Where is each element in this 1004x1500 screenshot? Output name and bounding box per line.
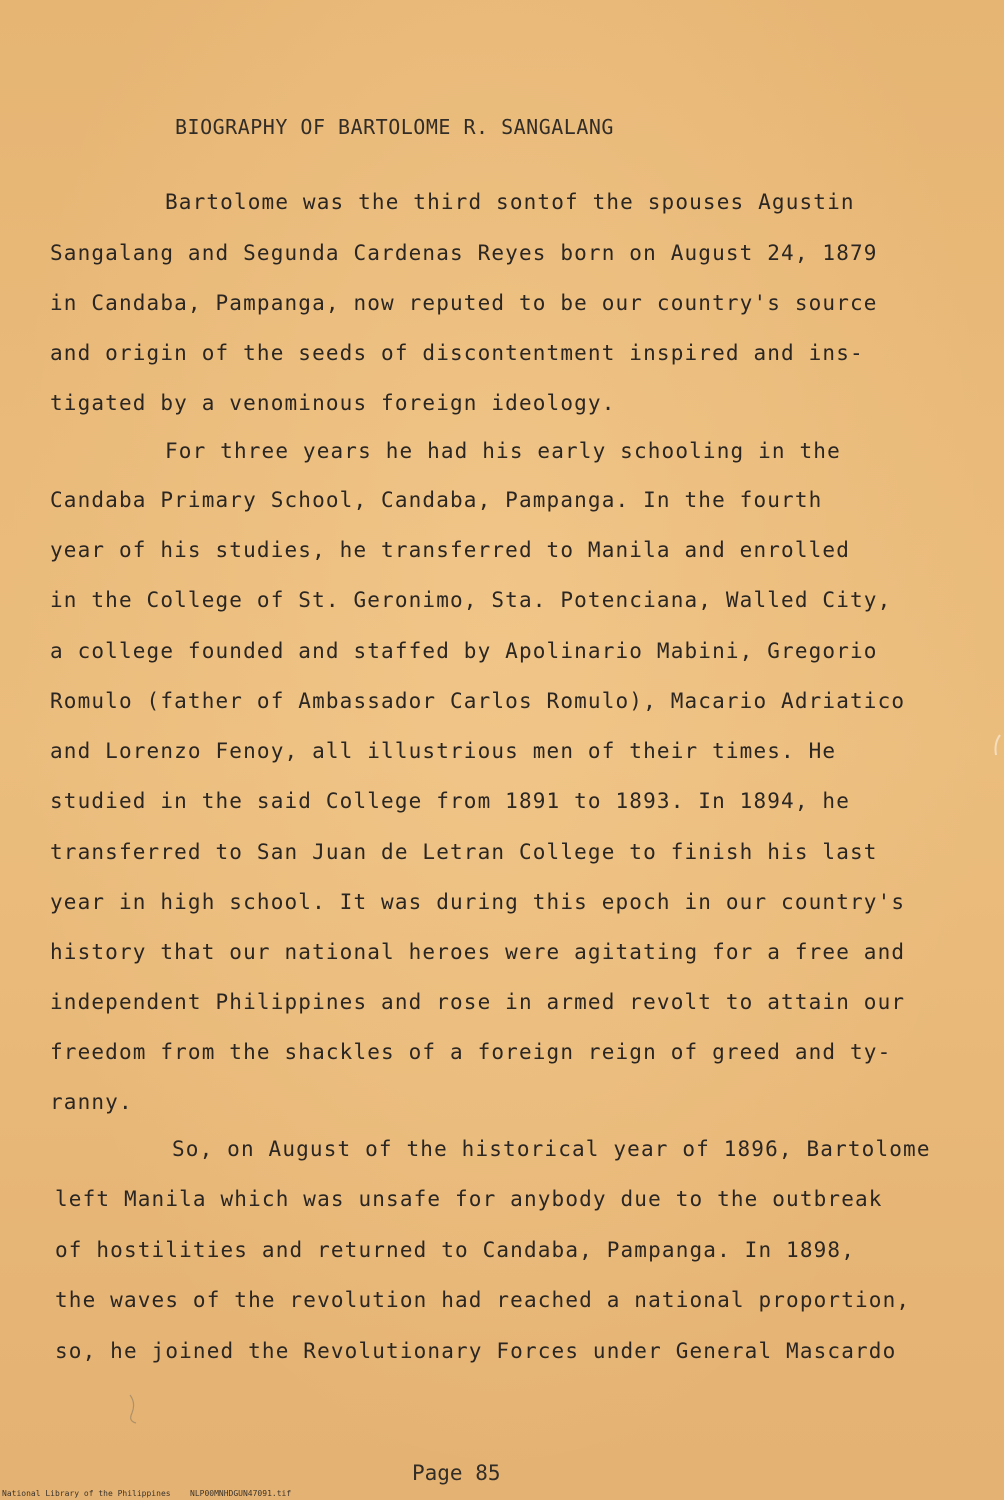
body-line: history that our national heroes were agitating for a free and [50, 940, 906, 964]
body-line: independent Philippines and rose in armed revolt to attain our [50, 990, 906, 1014]
body-line: the waves of the revolution had reached a national proportion, [55, 1288, 911, 1312]
body-line: studied in the said College from 1891 to 1893. In 1894, he [50, 789, 850, 813]
body-line: of hostilities and returned to Candaba, Pampanga. In 1898, [55, 1238, 855, 1262]
body-line: ranny. [50, 1090, 133, 1114]
body-line: year of his studies, he transferred to Manila and enrolled [50, 538, 850, 562]
body-line: transferred to San Juan de Letran College to finish his last [50, 840, 878, 864]
library-credit: National Library of the Philippines [2, 1489, 171, 1498]
body-line: year in high school. It was during this epoch in our country's [50, 890, 906, 914]
body-line: a college founded and staffed by Apolinario Mabini, Gregorio [50, 639, 878, 663]
pencil-mark [130, 1395, 136, 1423]
body-line: Sangalang and Segunda Cardenas Reyes born on August 24, 1879 [50, 241, 878, 265]
body-line: and Lorenzo Fenoy, all illustrious men of their times. He [50, 739, 837, 763]
document-title: BIOGRAPHY OF BARTOLOME R. SANGALANG [175, 115, 614, 139]
body-line: tigated by a venominous foreign ideology. [50, 391, 616, 415]
body-line: left Manila which was unsafe for anybody due to the outbreak [55, 1187, 883, 1211]
body-line: freedom from the shackles of a foreign reign of greed and ty- [50, 1040, 892, 1064]
file-name: NLP00MNHDGUN47091.tif [190, 1489, 292, 1498]
body-line: Bartolome was the third sontof the spouses Agustin [165, 190, 855, 214]
body-line: in Candaba, Pampanga, now reputed to be our country's source [50, 291, 878, 315]
body-line: For three years he had his early schooling in the [165, 439, 841, 463]
body-line: so, he joined the Revolutionary Forces under General Mascardo [55, 1339, 897, 1363]
body-line: and origin of the seeds of discontentment inspired and ins- [50, 341, 864, 365]
edge-smudge [996, 735, 1001, 755]
body-line: in the College of St. Geronimo, Sta. Potenciana, Walled City, [50, 588, 892, 612]
body-line: Romulo (father of Ambassador Carlos Romulo), Macario Adriatico [50, 689, 906, 713]
body-line: Candaba Primary School, Candaba, Pampanga. In the fourth [50, 488, 823, 512]
body-line: So, on August of the historical year of 1896, Bartolome [172, 1137, 931, 1161]
page-number: Page 85 [412, 1461, 501, 1485]
